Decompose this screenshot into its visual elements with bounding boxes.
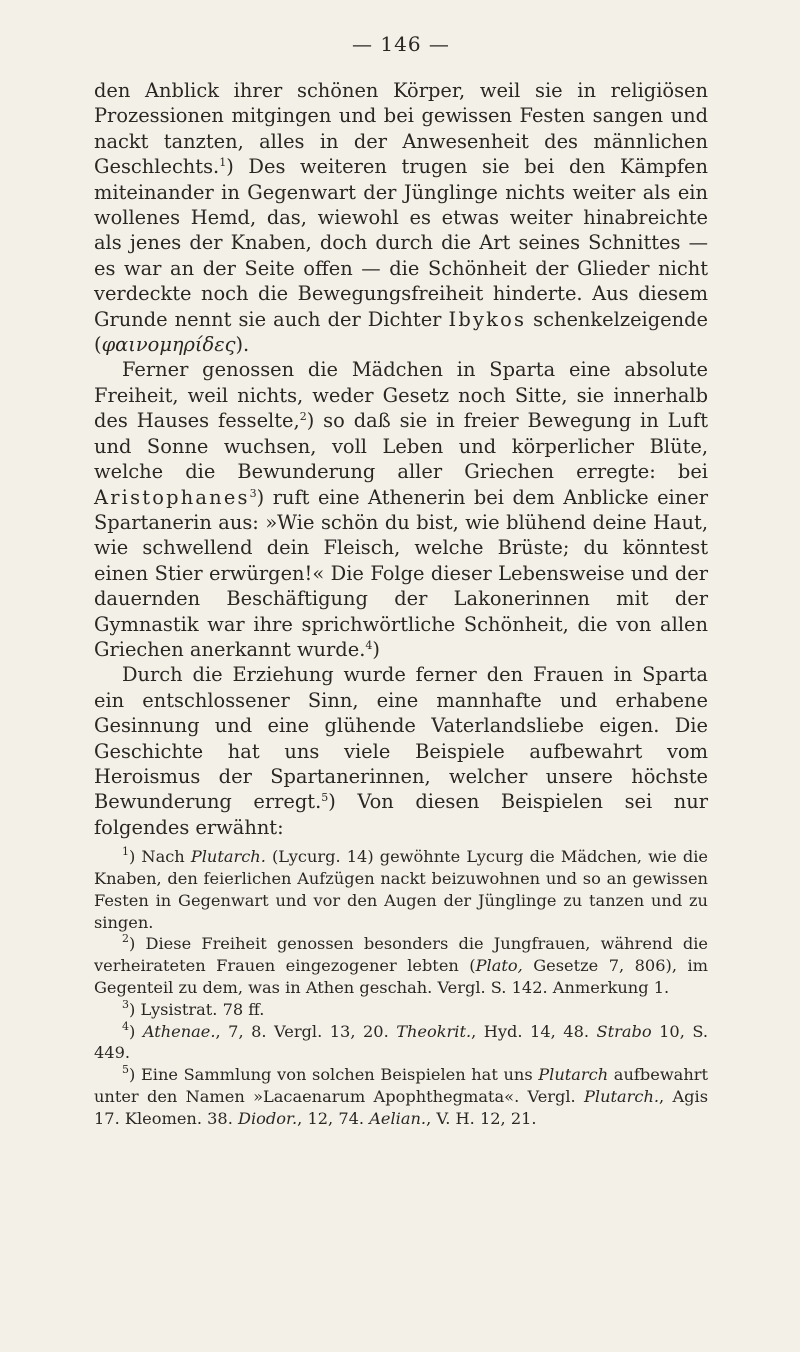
name-aristophanes: Aristophanes [94, 485, 250, 509]
footnote-ref-3: 3 [249, 486, 257, 500]
body-text [94, 78, 708, 840]
footnotes [94, 846, 708, 1129]
page-number-header: — 146 — [352, 32, 450, 56]
paragraph-3: Durch die Erziehung wurde ferner den Frauen in Sparta ein entschlossener Sinn, eine mannhafte und erhabene Gesinnung und eine glühende Vaterlandsliebe eigen. Die Geschichte hat uns viele Beispiele aufbewahrt vom Heroismus der Spartanerinnen, welcher unsere höchste Bewunderung erregt.$^5$) Von diesen Beispielen sei nur folgendes erwähnt: [94, 663, 708, 839]
footnote-4: $^4$) Athenae., 7, 8. Vergl. 13, 20. Theokrit., Hyd. 14, 48. Strabo 10, S. 449. [94, 1019, 708, 1063]
footnote-5: $^5$) Eine Sammlung von solchen Beispielen hat uns Plutarch aufbewahrt unter den Namen »Lacaenarum Apophthegmata«. Vergl. Plutarch., Agis 17. Kleomen. 38. Diodor., 12, 74. Aelian., V. H. 12, 21. [94, 1063, 708, 1128]
greek-term: φαινομηρίδες [101, 333, 236, 357]
footnote-ref-4: 4 [365, 638, 373, 652]
footnote-3: $^3$) Lysistrat. 78 ff. [122, 997, 265, 1019]
name-ibykos: Ibykos [448, 307, 527, 331]
footnote-ref-5: 5 [321, 791, 329, 805]
footnote-ref-1: 1 [219, 156, 227, 170]
footnote-2: $^2$) Diese Freiheit genossen besonders die Jungfrauen, während die verheirateten Frauen eingezogener lebten (Plato, Gesetze 7, 806), im Gegenteil zu dem, was in Athen geschah. Vergl. S. 142. Anmerkung 1. [94, 932, 708, 997]
footnote-1: $^1$) Nach Plutarch. (Lycurg. 14) gewöhnte Lycurg die Mädchen, wie die Knaben, den feierlichen Aufzügen nackt beizuwohnen und so an gewissen Festen in Gegenwart und vor den Augen der Jünglinge zu tanzen und zu singen. [94, 845, 708, 932]
footnote-ref-2: 2 [299, 410, 307, 424]
paragraph-2: Ferner genossen die Mädchen in Sparta eine absolute Freiheit, weil nichts, weder Gesetz noch Sitte, sie innerhalb des Hauses fesselte,$^2$) so daß sie in freier Bewegung in Luft und Sonne wuchsen, voll Leben und körperlicher Blüte, welche die Bewunderung aller Griechen erregte: bei Aristophanes$^3$) ruft eine Athenerin bei dem Anblicke einer Spartanerin aus: »Wie schön du bist, wie blühend deine Haut, wie schwellend dein Fleisch, welche Brüste; du könntest einen Stier erwürgen!« Die Folge dieser Lebensweise und der dauernden Beschäftigung der Lakonerinnen mit der Gymnastik war ihre sprichwörtliche Schönheit, die von allen Griechen anerkannt wurde.$^4$) [94, 358, 708, 661]
paragraph-1: den Anblick ihrer schönen Körper, weil sie in religiösen Prozessionen mitgingen und bei gewissen Festen sangen und nackt tanzten, alles in der Anwesenheit des männlichen Geschlechts.$^1$) Des weiteren trugen sie bei den Kämpfen miteinander in Gegenwart der Jünglinge nichts weiter als ein wollenes Hemd, das, wiewohl es etwas weiter hinabreichte als jenes der Knaben, doch durch die Art seines Schnittes — es war an der Seite offen — die Schönheit der Glieder nicht verdeckte noch die Bewegungsfreiheit hinderte. Aus diesem Grunde nennt sie auch der Dichter Ibykos schenkelzeigende (φαινομηρίδες). [94, 79, 709, 357]
